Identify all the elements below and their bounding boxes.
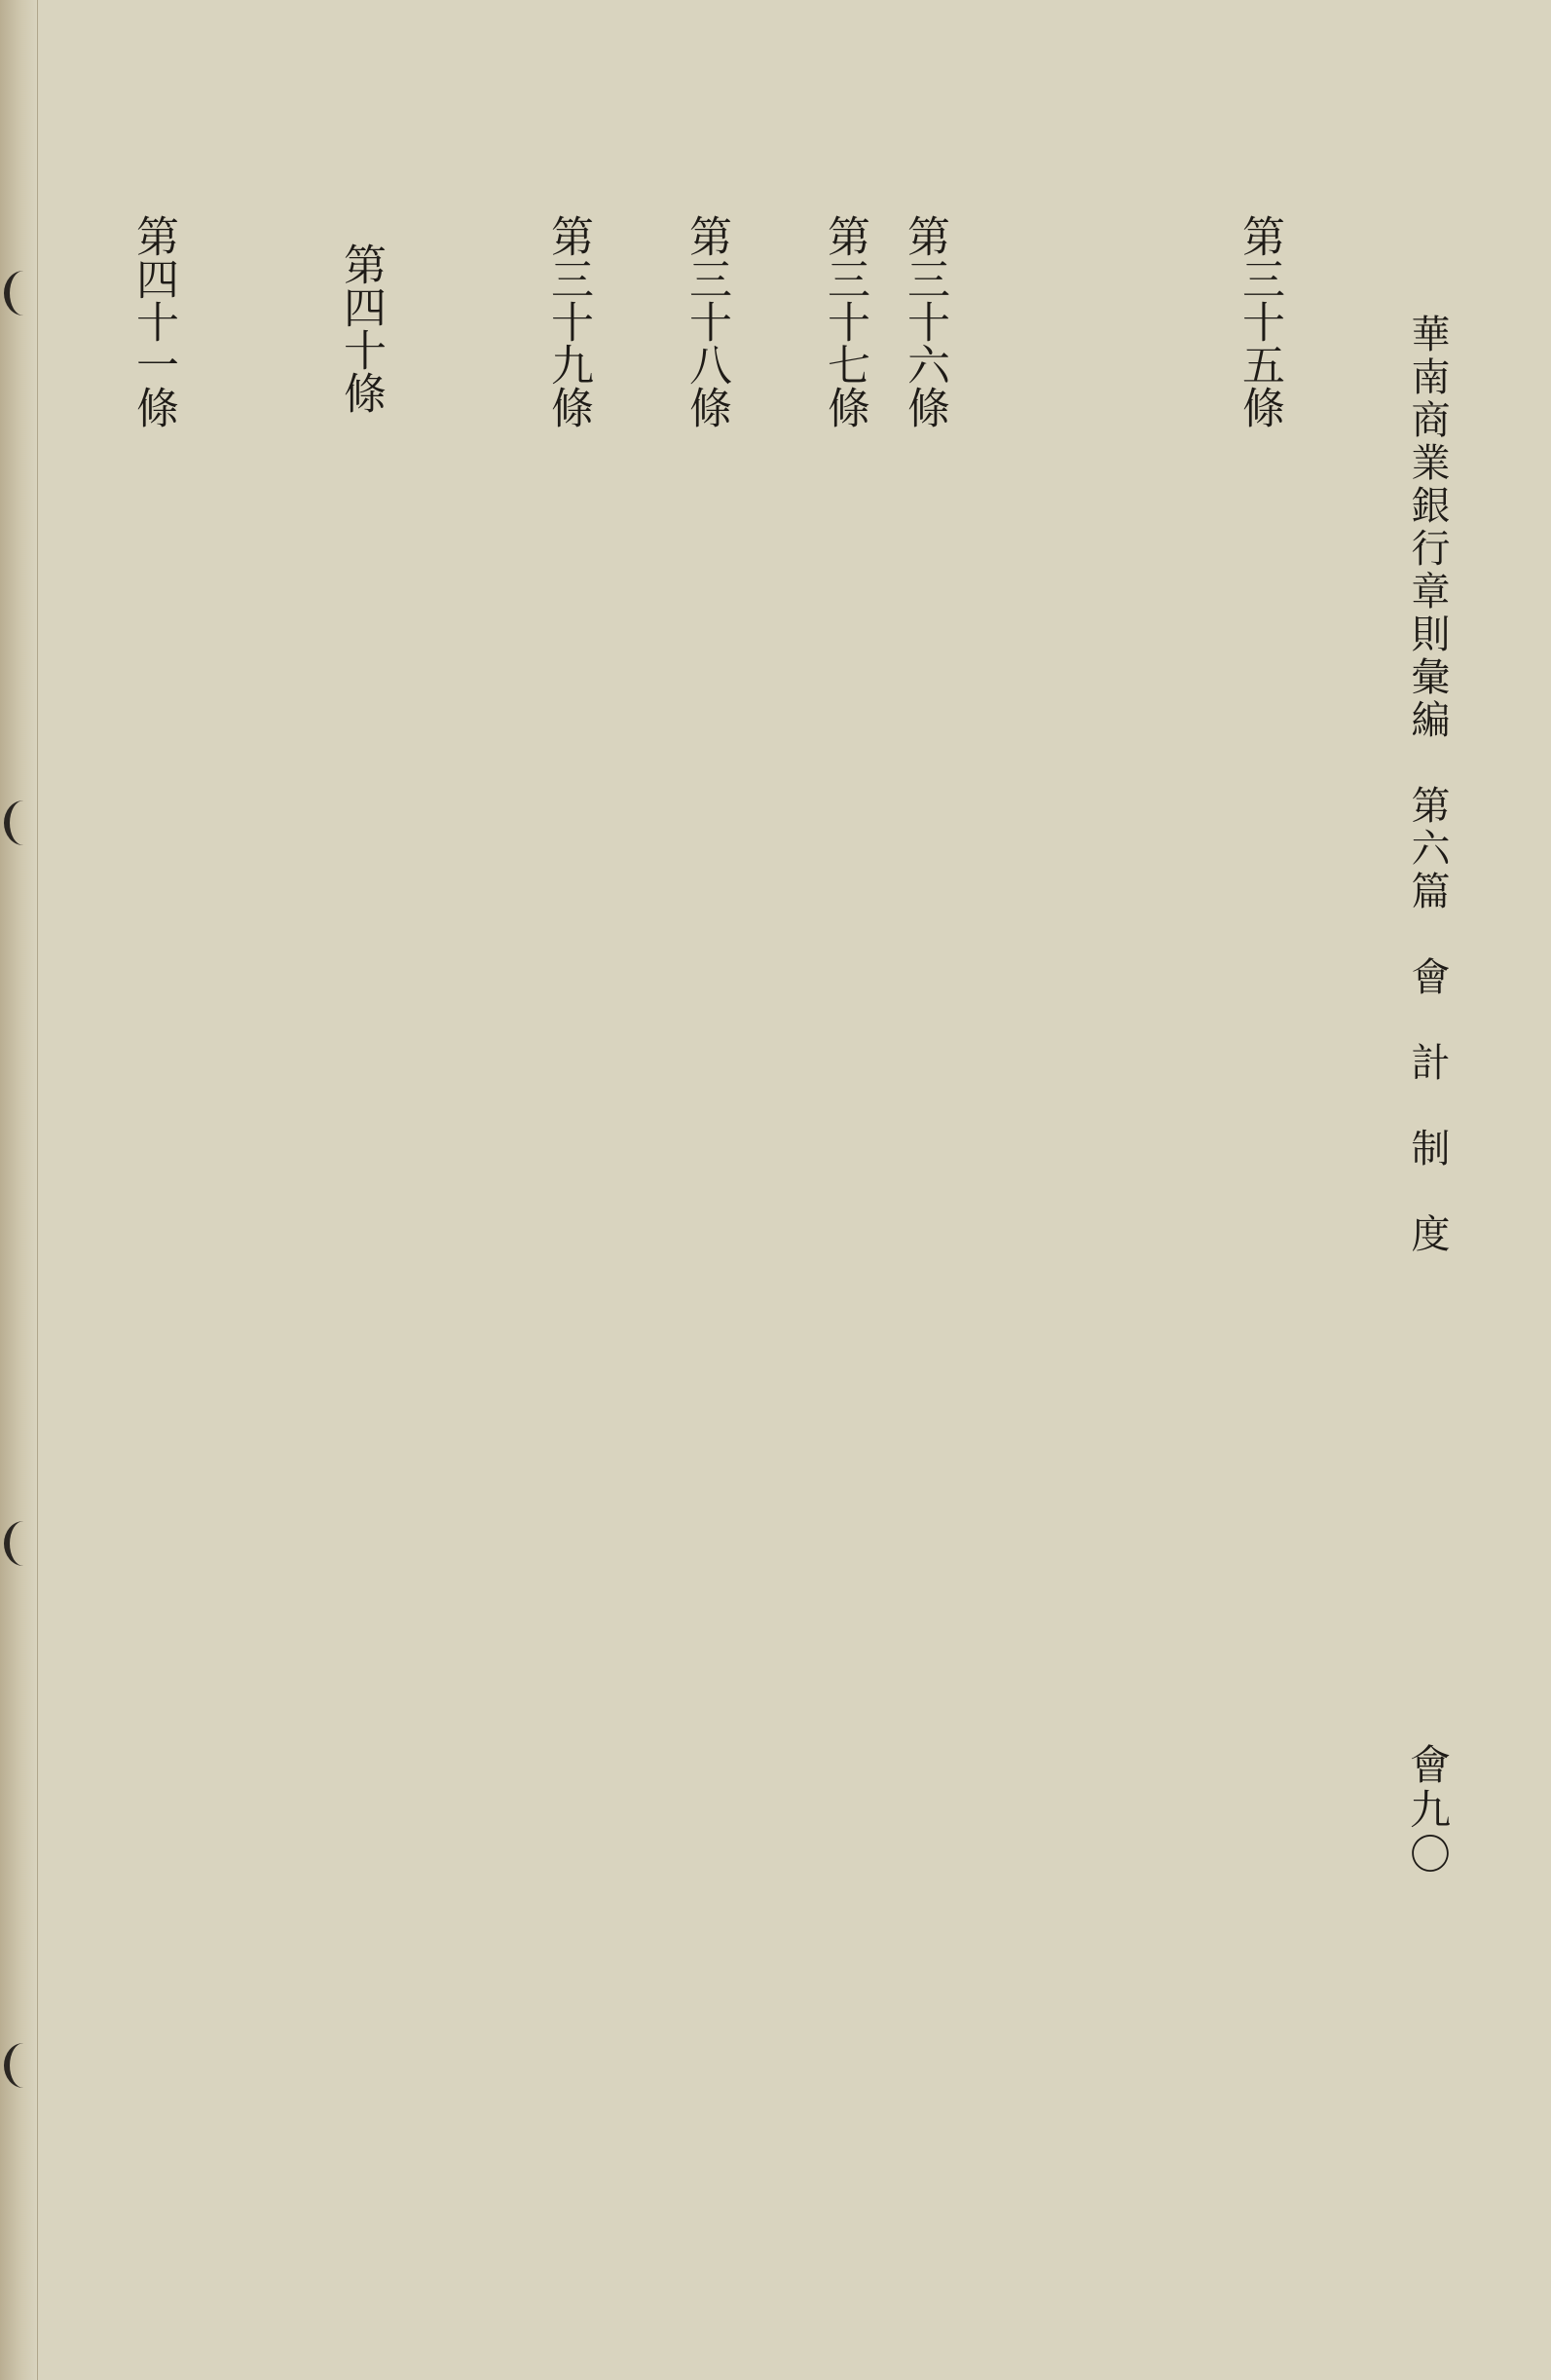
text-column [543,214,682,2181]
label-indent [0,214,208,442]
article-label: 第三十五條 [1235,214,1284,428]
text-column [1049,214,1107,2181]
article-label: 第四十條 [336,242,386,414]
text-column [900,214,1038,2181]
article [682,214,820,2181]
article [900,214,1038,2181]
article-body [129,214,1373,2181]
text-column [703,214,761,2181]
text-column [150,214,208,2181]
article-label: 第三十八條 [682,214,731,428]
running-header: 華南商業銀行章則彙編 第六篇 會 計 制 度 [1405,314,1450,1256]
page-number: 會九〇 [1404,1743,1452,1878]
text-column [1187,214,1245,2181]
text-column [129,214,267,2181]
article [129,214,267,2181]
text-column [841,214,900,2181]
article [1049,214,1373,2181]
text-column [1235,214,1373,2181]
binding-stitch [4,2043,43,2088]
text-column [1256,214,1314,2181]
article-label: 第三十七條 [820,214,869,428]
article [288,214,474,2181]
article-label: 第四十一條 [129,214,178,428]
text-column [336,214,474,2181]
binding-stitch [4,1521,43,1566]
article [496,214,682,2181]
binding-stitch [4,800,43,845]
text-column [1118,214,1176,2181]
article-label: 第三十九條 [543,214,593,428]
article-label: 第三十六條 [900,214,949,428]
text-column [682,214,820,2181]
text-column [357,214,416,2181]
text-column [288,214,347,2181]
text-column [820,214,958,2181]
text-column [565,214,623,2181]
text-column [496,214,554,2181]
article [820,214,958,2181]
